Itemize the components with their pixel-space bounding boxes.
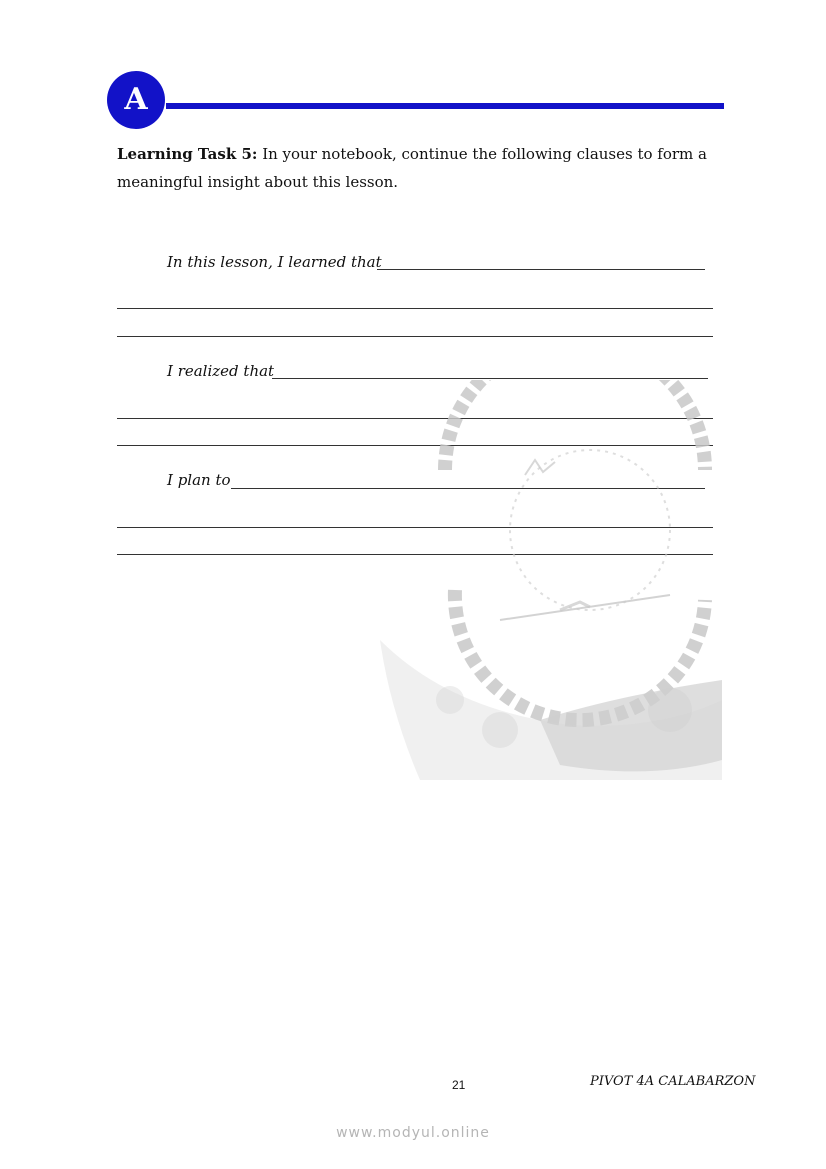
footer-brand: PIVOT 4A CALABARZON: [590, 1074, 756, 1089]
task-instructions: [117, 140, 717, 196]
prompt-realized: I realized that: [167, 362, 275, 380]
header-rule: [166, 103, 724, 109]
prompt-plan: I plan to: [167, 471, 231, 489]
answer-line[interactable]: [117, 308, 713, 309]
section-badge: A: [107, 71, 165, 129]
answer-line[interactable]: [117, 336, 713, 337]
page-number: 21: [452, 1078, 466, 1092]
task-text: In your notebook, continue the following clauses to form a meaningful insight about this lesson.: [117, 145, 707, 191]
site-watermark: www.modyul.online: [336, 1125, 490, 1141]
prompt-learned: In this lesson, I learned that: [167, 253, 382, 271]
answer-line[interactable]: [377, 269, 705, 270]
seal-watermark-icon: [360, 380, 725, 780]
answer-line[interactable]: [272, 378, 708, 379]
task-title: Learning Task 5:: [117, 145, 258, 163]
